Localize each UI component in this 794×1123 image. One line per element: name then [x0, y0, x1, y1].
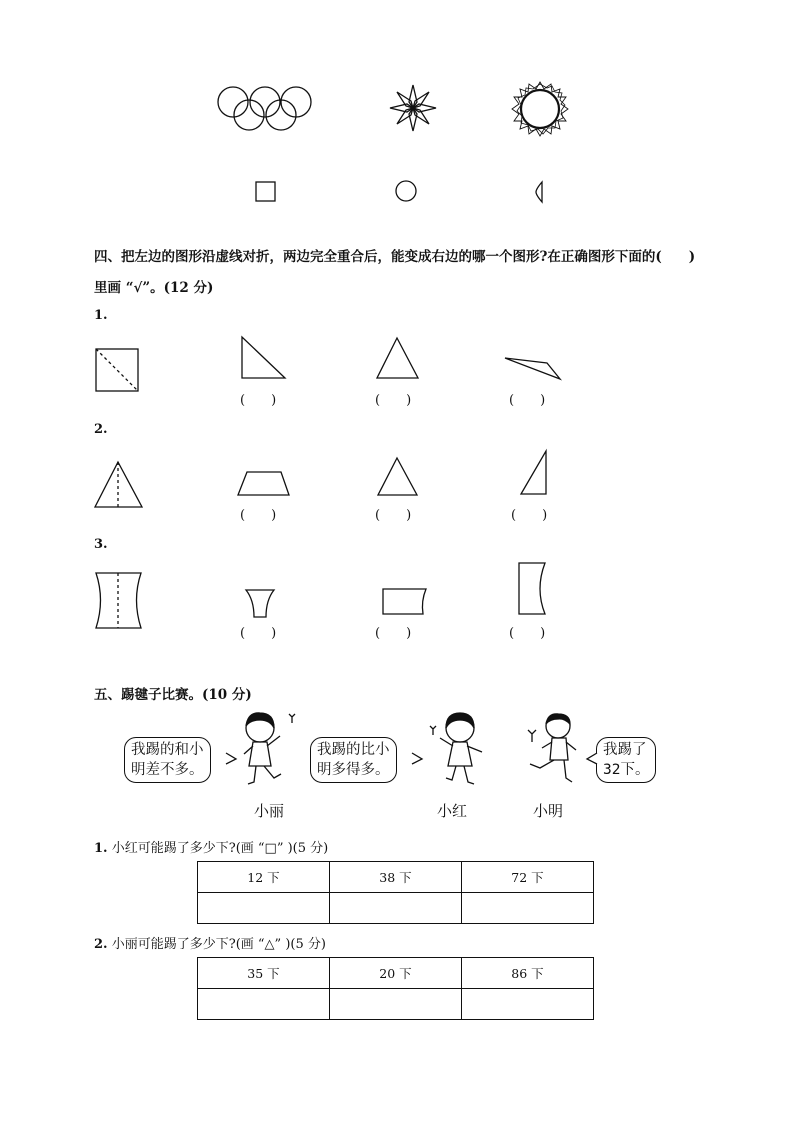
s5-q1 [94, 837, 328, 856]
q1-option2-blank[interactable]: ( ) [375, 393, 412, 408]
name-xiaoming: 小明 [533, 802, 564, 820]
small-circle-figure [395, 180, 419, 204]
s5-q1-text: 小红可能踢了多少下?(画 “□” )(5 分) [111, 841, 329, 856]
section4-title-line2: 里画 “√”。(12 分) [94, 280, 214, 296]
s5-q2-answer-cell[interactable] [198, 989, 330, 1020]
small-half-shape-figure [534, 181, 546, 203]
s5-q2 [94, 933, 326, 952]
q1-option1-right-triangle [240, 335, 288, 381]
xiaoli-girl-illustration [234, 708, 302, 792]
xiaoming-bubble-tail [586, 752, 598, 766]
s5-q2-option-label: 86 下 [462, 958, 594, 989]
s5-q1-answer-cell[interactable] [198, 893, 330, 924]
xiaohong-speech-bubble: 我踢的比小 明多得多。 [310, 737, 397, 783]
section4-title-line1: 四、把左边的图形沿虚线对折，两边完全重合后，能变成右边的哪一个图形?在正确图形下面的( ) [94, 249, 696, 265]
sun-circle-figure [512, 81, 568, 137]
s5-q1-option-label: 38 下 [330, 862, 462, 893]
s5-q2-options-table [197, 957, 594, 1020]
s5-q1-option-label: 72 下 [462, 862, 594, 893]
xiaoli-speech-bubble: 我踢的和小 明差不多。 [124, 737, 211, 783]
small-square-figure [255, 181, 277, 203]
q2-option2-triangle [376, 456, 420, 498]
xiaohong-bubble-tail [412, 752, 424, 766]
olympic-rings-figure [215, 85, 315, 135]
q3-option2-blank[interactable]: ( ) [375, 626, 412, 641]
q1-option3-blank[interactable]: ( ) [509, 393, 546, 408]
q3-option1-cup-shape [244, 588, 278, 620]
s5-q1-num: 1. [94, 841, 108, 856]
name-xiaoli: 小丽 [254, 802, 285, 820]
q2-option2-blank[interactable]: ( ) [375, 508, 412, 523]
q2-label: 2. [94, 422, 108, 437]
s5-q1-option-label: 12 下 [198, 862, 330, 893]
s5-q1-options-table [197, 861, 594, 924]
q1-option1-blank[interactable]: ( ) [240, 393, 277, 408]
s5-q2-option-label: 20 下 [330, 958, 462, 989]
q2-folded-triangle-figure [94, 460, 146, 510]
q3-option1-blank[interactable]: ( ) [240, 626, 277, 641]
name-xiaohong: 小红 [437, 802, 468, 820]
s5-q2-text: 小丽可能踢了多少下?(画 “△” )(5 分) [111, 937, 326, 952]
q3-option2-curved-rect [381, 587, 429, 617]
s5-q2-answer-cell[interactable] [462, 989, 594, 1020]
q1-folded-square-figure [95, 348, 140, 393]
s5-q2-answer-cell[interactable] [330, 989, 462, 1020]
section5-title: 五、踢毽子比赛。(10 分) [94, 687, 252, 703]
q1-label: 1. [94, 308, 108, 323]
s5-q1-answer-cell[interactable] [462, 893, 594, 924]
q2-option3-blank[interactable]: ( ) [511, 508, 548, 523]
q2-option1-trapezoid [237, 470, 293, 498]
q1-option2-triangle [375, 336, 421, 380]
pinwheel-star-figure [388, 83, 438, 133]
q3-option3-blank[interactable]: ( ) [509, 626, 546, 641]
s5-q2-num: 2. [94, 937, 108, 952]
q3-option3-half-concave [517, 561, 549, 617]
xiaohong-girl-illustration [426, 708, 494, 792]
xiaoming-boy-illustration [520, 708, 586, 792]
s5-q1-answer-cell[interactable] [330, 893, 462, 924]
xiaoming-speech-bubble: 我踢了 32下。 [596, 737, 656, 783]
q2-option3-right-triangle [519, 449, 551, 497]
q3-label: 3. [94, 537, 108, 552]
s5-q2-option-label: 35 下 [198, 958, 330, 989]
q3-folded-concave-figure [94, 571, 144, 631]
q1-option3-obtuse-triangle [503, 356, 565, 382]
q2-option1-blank[interactable]: ( ) [240, 508, 277, 523]
